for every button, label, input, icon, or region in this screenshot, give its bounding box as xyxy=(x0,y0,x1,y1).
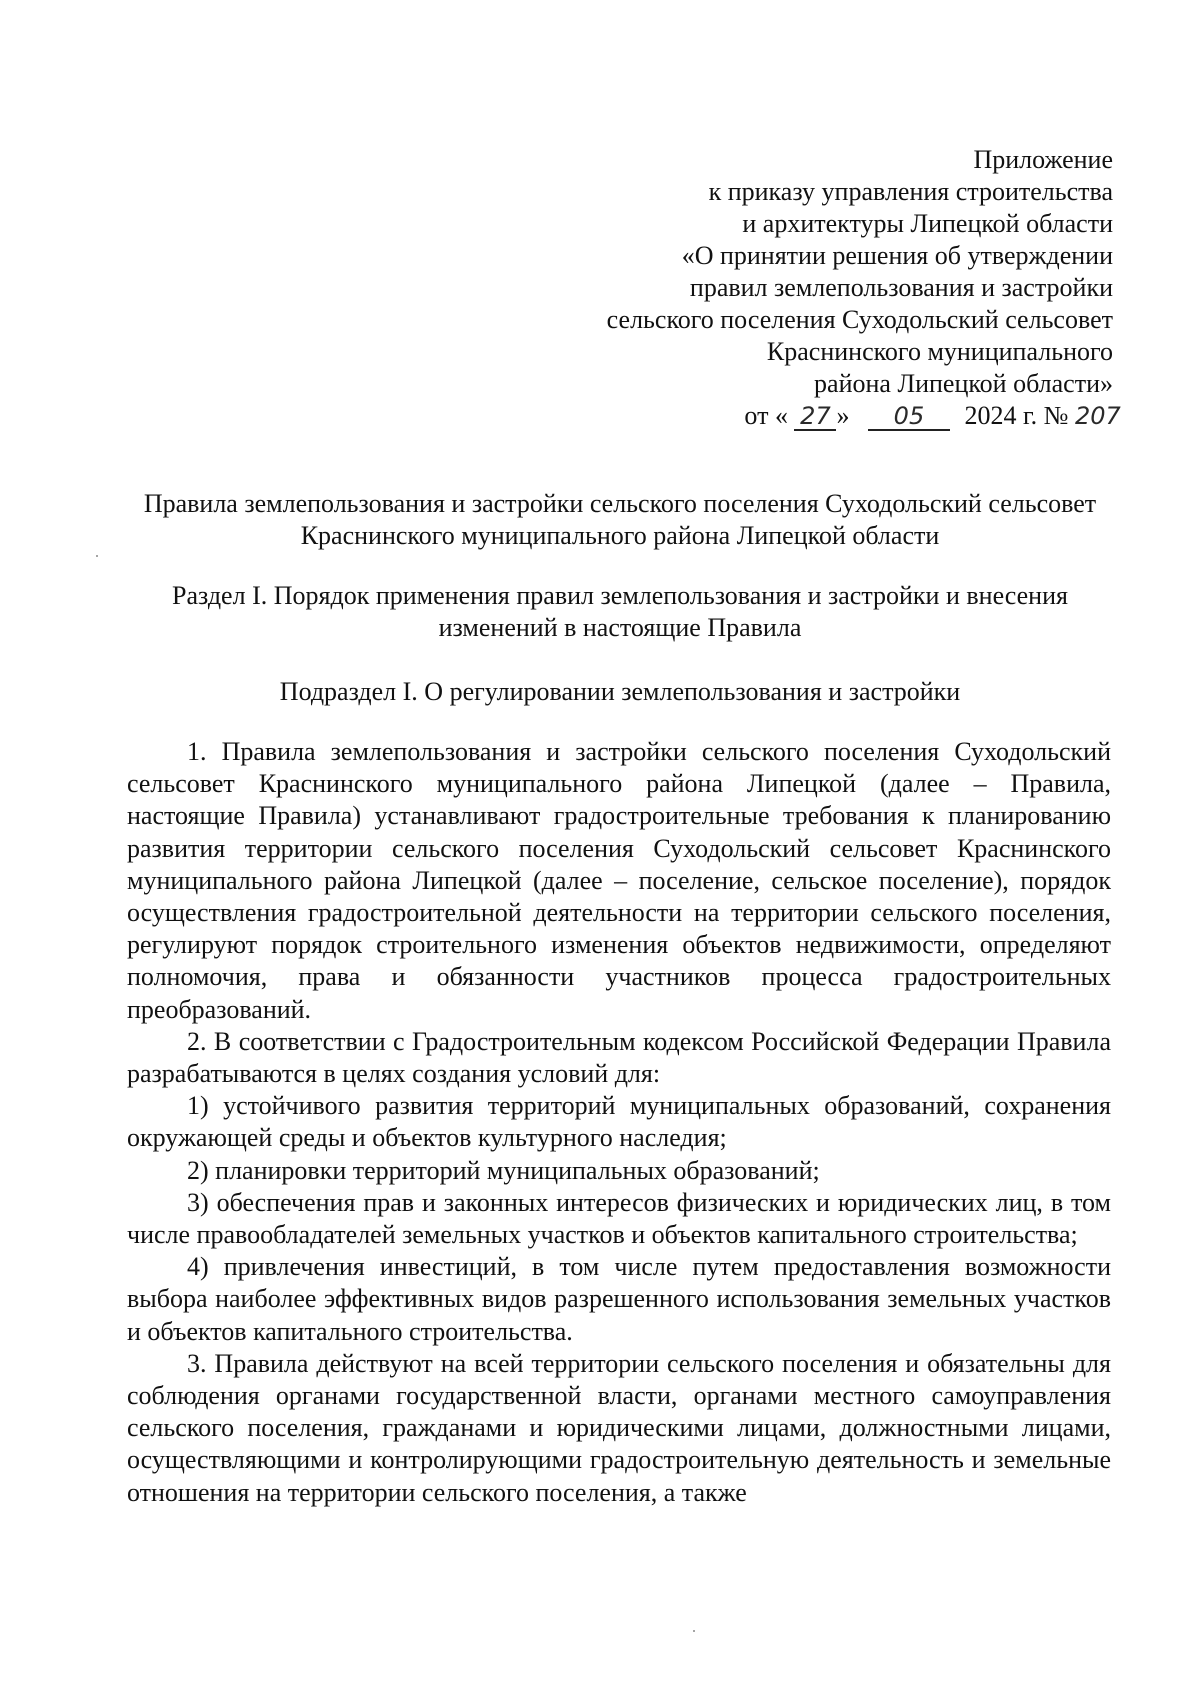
paragraph: 2. В соответствии с Градостроительным кодексом Российской Федерации Правила разрабатываются в целях создания условий для: xyxy=(127,1026,1111,1089)
document-title: Правила землепользования и застройки сельского поселения Суходольский сельсовет Краснинского муниципального района Липецкой области xyxy=(143,489,1097,550)
appendix-line: Приложение xyxy=(973,145,1113,174)
paragraph: 1) устойчивого развития территорий муниципальных образований, сохранения окружающей среды и объектов культурного наследия; xyxy=(127,1091,1111,1153)
order-date-prefix: от « xyxy=(744,401,788,430)
document-body xyxy=(127,736,1111,1509)
order-month-handwritten: 05 xyxy=(868,403,950,431)
appendix-line: Краснинского муниципального xyxy=(766,337,1113,366)
subsection-heading: Подраздел I. О регулировании землепользования и застройки xyxy=(279,677,961,706)
appendix-line: правил землепользования и застройки xyxy=(689,273,1113,302)
appendix-line: района Липецкой области» xyxy=(814,369,1113,398)
appendix-line: сельского поселения Суходольский сельсовет xyxy=(606,305,1113,334)
scan-speck xyxy=(96,555,98,557)
section-heading: Раздел I. Порядок применения правил землепользования и застройки и внесения изменений в настоящие Правила xyxy=(172,581,1068,642)
order-date-line xyxy=(513,400,1121,432)
scan-speck xyxy=(693,1630,695,1632)
paragraph: 4) привлечения инвестиций, в том числе путем предоставления возможности выбора наиболее эффективных видов разрешенного использования земельных участков и объектов капитального строительства. xyxy=(127,1252,1111,1346)
paragraph: 1. Правила землепользования и застройки сельского поселения Суходольский сельсовет Краснинского муниципального района Липецкой (далее – Правила, настоящие Правила) устанавливают градостроительные требования к планированию развития территории сельского поселения Суходольский сельсовет Краснинского муниципального района Липецкой (далее – поселение, сельское поселение), порядок осуществления градостроительной деятельности на территории сельского поселения, регулируют порядок строительного изменения объектов недвижимости, определяют полномочия, права и обязанности участников процесса градостроительных преобразований. xyxy=(127,737,1111,1024)
order-year-text: 2024 г. № xyxy=(964,401,1069,430)
order-date-quote-close: » xyxy=(836,401,850,430)
order-day-handwritten: 27 xyxy=(794,403,836,431)
appendix-header xyxy=(513,144,1121,432)
appendix-line: к приказу управления строительства xyxy=(708,177,1113,206)
paragraph: 2) планировки территорий муниципальных образований; xyxy=(187,1155,820,1185)
paragraph: 3. Правила действуют на всей территории сельского поселения и обязательны для соблюдения органами государственной власти, органами местного самоуправления сельского поселения, гражданами и юридическими лицами, должностными лицами, осуществляющими и контролирующими градостроительную деятельность и земельные отношения на территории сельского поселения, а также xyxy=(127,1348,1111,1507)
appendix-line: «О принятии решения об утверждении xyxy=(681,241,1113,270)
order-number-handwritten: 207 xyxy=(1075,402,1121,430)
appendix-line: и архитектуры Липецкой области xyxy=(742,209,1113,238)
paragraph: 3) обеспечения прав и законных интересов физических и юридических лиц, в том числе правообладателей земельных участков и объектов капитального строительства; xyxy=(127,1187,1111,1250)
